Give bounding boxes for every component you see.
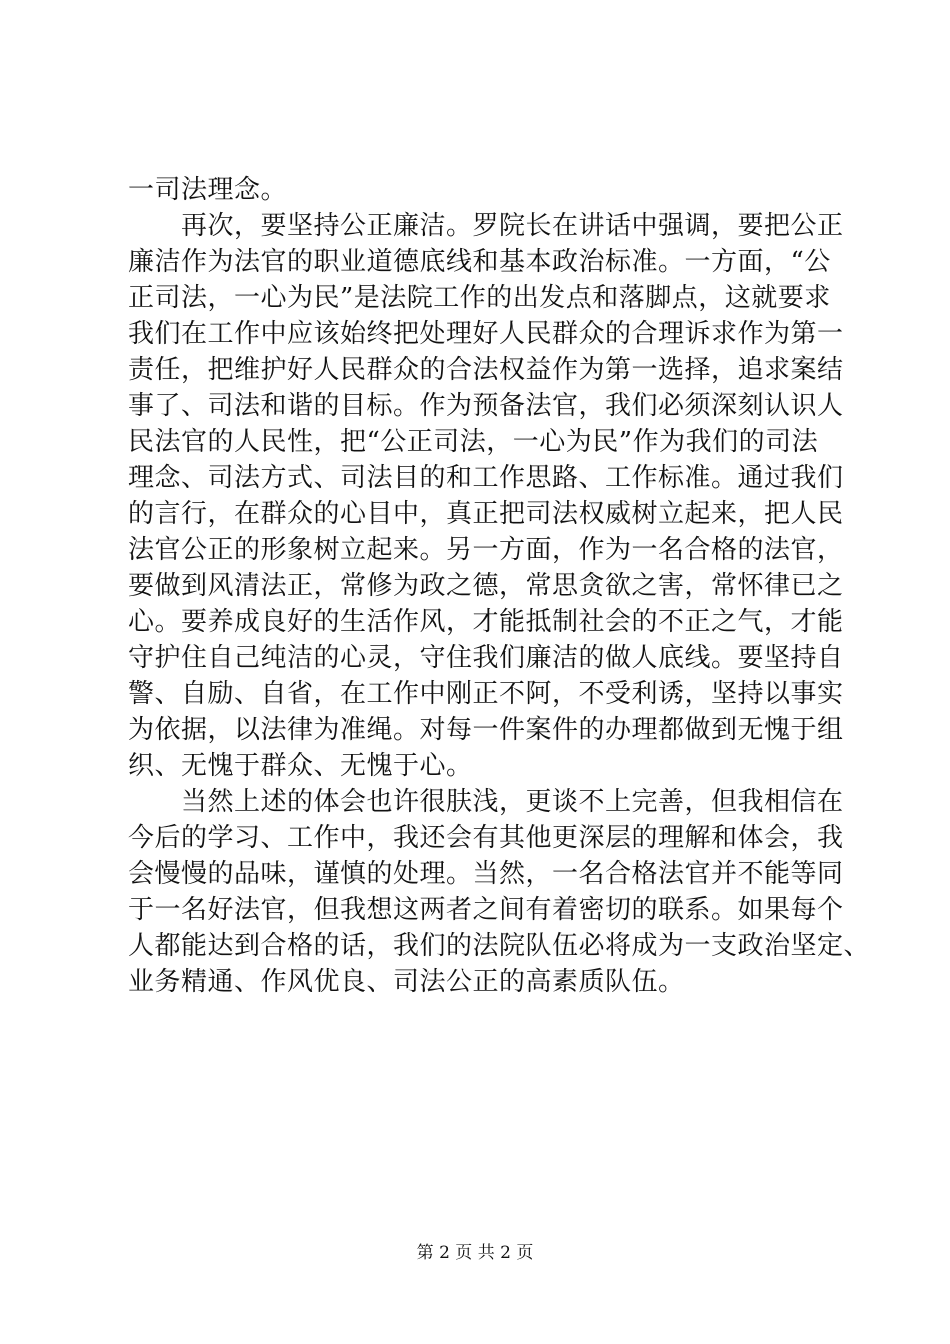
text-line: 业务精通、作风优良、司法公正的高素质队伍。: [128, 967, 685, 997]
text-line: 当然上述的体会也许很肤浅，更谈不上完善，但我相信在: [128, 787, 844, 817]
document-body: [128, 172, 871, 1000]
text-line: 民法官的人民性，把“公正司法，一心为民”作为我们的司法: [128, 427, 819, 457]
text-line: 警、自励、自省，在工作中刚正不阿，不受利诱，坚持以事实: [128, 679, 844, 709]
text-line: 再次，要坚持公正廉洁。罗院长在讲话中强调，要把公正: [128, 211, 844, 241]
text-line: 人都能达到合格的话，我们的法院队伍必将成为一支政治坚定、: [128, 931, 871, 961]
text-line: 会慢慢的品味，谨慎的处理。当然，一名合格法官并不能等同: [128, 859, 844, 889]
text-line: 为依据，以法律为准绳。对每一件案件的办理都做到无愧于组: [128, 715, 844, 745]
text-line: 理念、司法方式、司法目的和工作思路、工作标准。通过我们: [128, 463, 844, 493]
text-line: 廉洁作为法官的职业道德底线和基本政治标准。一方面，“公: [128, 247, 831, 277]
text-line: 责任，把维护好人民群众的合法权益作为第一选择，追求案结: [128, 355, 844, 385]
text-line: 心。要养成良好的生活作风，才能抵制社会的不正之气，才能: [128, 607, 844, 637]
text-line: 今后的学习、工作中，我还会有其他更深层的理解和体会，我: [128, 823, 844, 853]
text-line: 的言行，在群众的心目中，真正把司法权威树立起来，把人民: [128, 499, 844, 529]
text-line: 于一名好法官，但我想这两者之间有着密切的联系。如果每个: [128, 895, 844, 925]
text-line: 正司法，一心为民”是法院工作的出发点和落脚点，这就要求: [128, 283, 831, 313]
text-line: 法官公正的形象树立起来。另一方面，作为一名合格的法官，: [128, 535, 844, 565]
text-line: 我们在工作中应该始终把处理好人民群众的合理诉求作为第一: [128, 319, 844, 349]
text-line: 事了、司法和谐的目标。作为预备法官，我们必须深刻认识人: [128, 391, 844, 421]
text-line: 守护住自己纯洁的心灵，守住我们廉洁的做人底线。要坚持自: [128, 643, 844, 673]
text-line: 织、无愧于群众、无愧于心。: [128, 751, 473, 781]
text-line: 要做到风清法正，常修为政之德，常思贪欲之害，常怀律已之: [128, 571, 844, 601]
page-number-footer: 第 2 页 共 2 页: [416, 1243, 534, 1263]
text-line: 一司法理念。: [128, 175, 288, 205]
